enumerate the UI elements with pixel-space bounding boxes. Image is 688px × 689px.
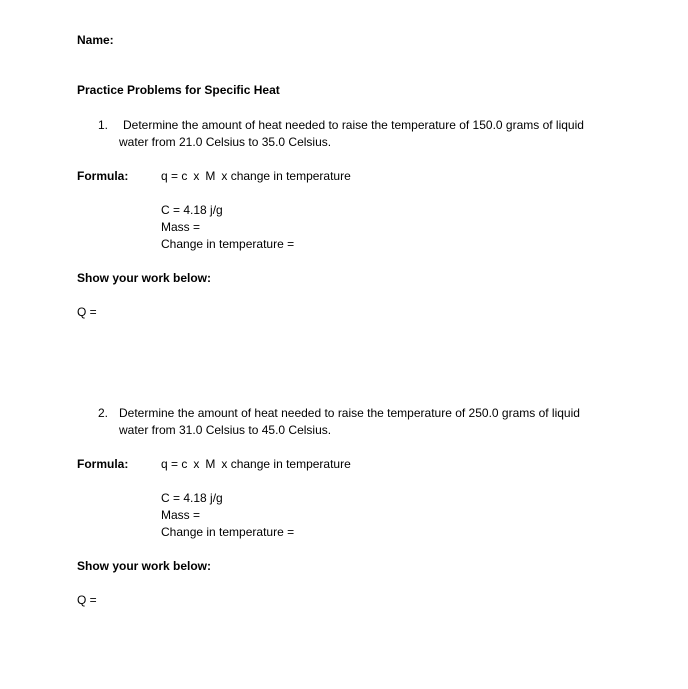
formula-times: x <box>193 169 200 183</box>
formula-rest: x change in temperature <box>221 169 351 183</box>
problem-text-line-1: Determine the amount of heat needed to raise the temperature of 150.0 grams of liquid <box>123 118 584 132</box>
mass-line: Mass = <box>161 220 201 234</box>
mass-line: Mass = <box>161 508 201 522</box>
formula-mass: M <box>205 169 216 183</box>
change-temperature-line: Change in temperature = <box>161 525 295 539</box>
problem-number: 2. <box>98 406 109 420</box>
problem-text-line-2: water from 21.0 Celsius to 35.0 Celsius. <box>119 135 332 149</box>
answer-line: Q = <box>77 305 97 319</box>
specific-heat-value: C = 4.18 j/g <box>161 491 223 505</box>
formula <box>161 456 351 473</box>
problem-text-line-1: Determine the amount of heat needed to raise the temperature of 250.0 grams of liquid <box>119 406 580 420</box>
formula-label: Formula: <box>77 169 129 183</box>
formula-q: q = c <box>161 169 188 183</box>
change-temperature-line: Change in temperature = <box>161 237 295 251</box>
formula <box>161 168 351 185</box>
specific-heat-value: C = 4.18 j/g <box>161 203 223 217</box>
show-work-label: Show your work below: <box>77 559 212 573</box>
formula-label: Formula: <box>77 457 129 471</box>
name-label: Name: <box>77 33 114 47</box>
page-title: Practice Problems for Specific Heat <box>77 83 280 97</box>
show-work-label: Show your work below: <box>77 271 212 285</box>
problem-text-line-2: water from 31.0 Celsius to 45.0 Celsius. <box>119 423 332 437</box>
formula-times: x <box>193 457 200 471</box>
answer-line: Q = <box>77 593 97 607</box>
problem-number: 1. <box>98 118 109 132</box>
formula-rest: x change in temperature <box>221 457 351 471</box>
formula-q: q = c <box>161 457 188 471</box>
formula-mass: M <box>205 457 216 471</box>
